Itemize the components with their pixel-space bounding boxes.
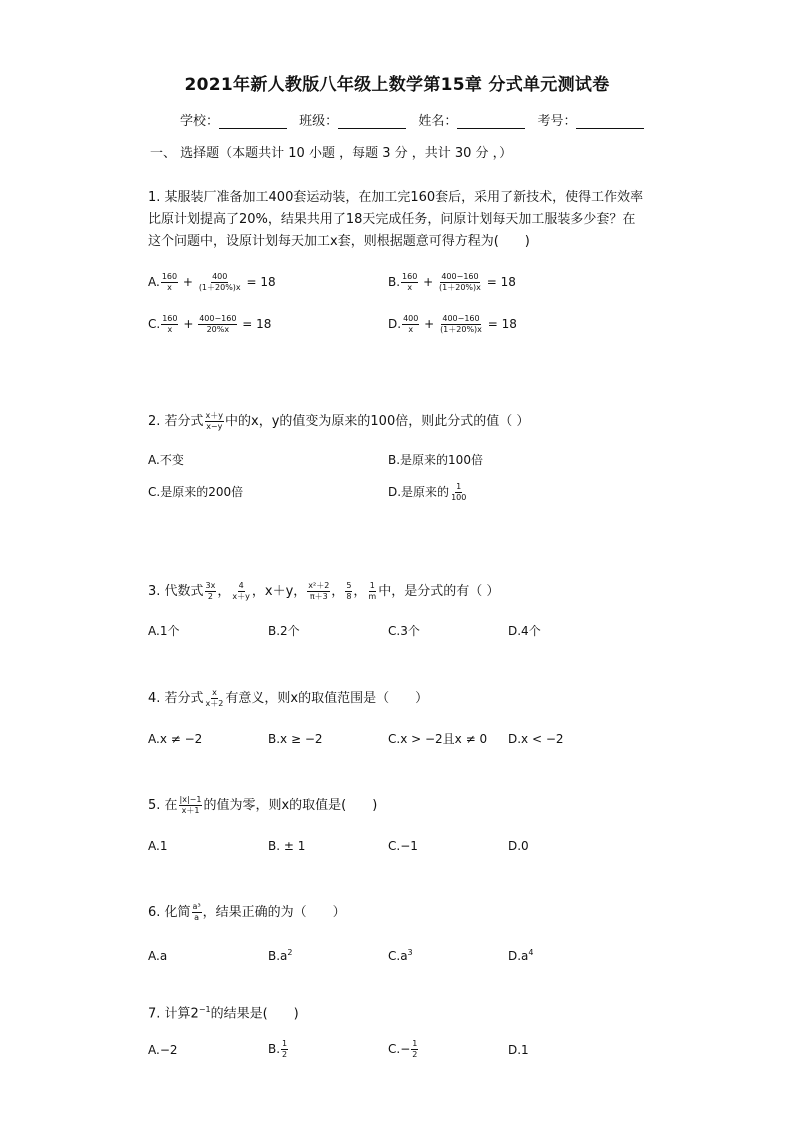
school-label: 学校： [180, 114, 220, 129]
question-3 [148, 581, 499, 603]
fraction: $\frac{1}{2}$ [282, 1039, 288, 1059]
question-text: 5. 在 [148, 798, 178, 813]
q4-option-d[interactable]: D.x < −2 [508, 732, 564, 746]
question-text: 2. 若分式 [148, 414, 204, 429]
fraction: $\frac{x+y}{x-y}$ [205, 411, 224, 431]
question-1-line-2: 比原计划提高了20%，结果共用了18天完成任务，问原计划每天加工服装多少套？在 [148, 212, 636, 227]
separator: ， [353, 584, 367, 599]
fraction: $\frac{400}{x}$ [403, 314, 419, 334]
plus-sign: + [423, 275, 434, 289]
class-blank[interactable] [338, 114, 406, 129]
q6-option-c[interactable]: $C.a^3$ [388, 948, 413, 963]
fraction: $\frac{160}{x}$ [161, 272, 178, 292]
q3-option-b[interactable]: B.2个 [268, 624, 300, 638]
question-text: 中的x，y的值变为原来的100倍，则此分式的值（ ） [225, 414, 530, 429]
option-text: D.是原来的 [388, 485, 450, 499]
q5-option-c[interactable]: C.−1 [388, 839, 418, 853]
question-7 [148, 999, 299, 1025]
q1-option-d[interactable] [388, 314, 517, 335]
question-1-line-1: 1. 某服装厂准备加工400套运动装，在加工完160套后，采用了新技术，使得工作效率 [148, 190, 644, 205]
fraction: $\frac{400-160}{(1+20\%)x}$ [439, 272, 481, 292]
q3-option-a[interactable]: A.1个 [148, 624, 180, 638]
student-info-line [180, 110, 648, 129]
fraction: $\frac{1}{100}$ [451, 482, 467, 502]
q3-option-d[interactable]: D.4个 [508, 624, 541, 638]
number-label: 考号： [537, 114, 577, 129]
q2-option-b[interactable]: B.是原来的100倍 [388, 453, 483, 467]
exponent: −1 [198, 1005, 211, 1014]
q7-option-a[interactable]: A.−2 [148, 1043, 178, 1057]
option-letter: A. [148, 275, 160, 289]
question-5 [148, 795, 377, 817]
question-4 [148, 688, 428, 710]
school-blank[interactable] [219, 114, 287, 129]
separator: ， [331, 584, 345, 599]
question-6 [148, 902, 346, 924]
fraction: $\frac{1}{m}$ [368, 581, 377, 601]
q6-option-d[interactable]: $D.a^4$ [508, 948, 534, 963]
expression: x＋y， [264, 584, 307, 599]
fraction: $\frac{|x|-1}{x+1}$ [179, 795, 202, 815]
plus-sign: + [183, 317, 194, 331]
section-heading: 一、 选择题（本题共计 10 小题 ，每题 3 分 ，共计 30 分 ，） [150, 146, 513, 161]
question-text: 的值为零，则x的取值是( ) [203, 798, 378, 813]
fraction: $\frac{\text{a³}}{a}$ [192, 902, 201, 922]
question-text: 4. 若分式 [148, 691, 204, 706]
question-text: 中，是分式的有（ ） [378, 584, 500, 599]
number-blank[interactable] [576, 114, 644, 129]
question-1-line-3: 这个问题中，设原计划每天加工x套，则根据题意可得方程为( ) [148, 234, 530, 249]
question-text: 3. 代数式 [148, 584, 204, 599]
fraction: $\frac{x}{x+2}$ [205, 688, 224, 708]
separator: ， [251, 584, 265, 599]
q2-option-a[interactable]: A.不变 [148, 453, 184, 467]
fraction: $\frac{3x}{2}$ [205, 581, 216, 601]
question-2 [148, 411, 529, 433]
q2-option-d[interactable] [388, 482, 468, 503]
name-label: 姓名： [418, 114, 458, 129]
q6-option-b[interactable]: $B.a^2$ [268, 948, 293, 963]
question-text: ，结果正确的为（ ） [202, 905, 346, 920]
q1-option-b[interactable] [388, 272, 516, 293]
q6-option-a[interactable]: A.a [148, 949, 168, 963]
q5-option-b[interactable]: B. ± 1 [268, 839, 306, 853]
fraction: $\frac{160}{x}$ [162, 314, 178, 334]
fraction: $\frac{160}{x}$ [402, 272, 418, 292]
page-title: 2021年新人教版八年级上数学第15章 分式单元测试卷 [184, 75, 610, 95]
question-text: 7. 计算2 [148, 1006, 199, 1022]
q7-option-b[interactable]: B. $\frac{1}{2}$ [268, 1039, 288, 1059]
q1-option-c[interactable] [148, 314, 271, 335]
plus-sign: + [424, 317, 435, 331]
q2-option-c[interactable]: C.是原来的200倍 [148, 485, 244, 499]
fraction: $\frac{400-160}{(1+20\%)x}$ [440, 314, 482, 334]
question-text: 有意义，则x的取值范围是（ ） [225, 691, 429, 706]
q4-option-a[interactable]: A.x ≠ −2 [148, 732, 203, 746]
plus-sign: + [182, 275, 193, 289]
q4-option-c[interactable]: C.x > −2且x ≠ 0 [388, 732, 488, 746]
q3-option-c[interactable]: C.3个 [388, 624, 420, 638]
q4-option-b[interactable]: B.x ≥ −2 [268, 732, 323, 746]
name-blank[interactable] [457, 114, 525, 129]
fraction: $\frac{400-160}{20\%x}$ [199, 314, 237, 334]
q7-option-c[interactable]: C.− $\frac{1}{2}$ [388, 1039, 418, 1059]
option-letter: D. [388, 317, 402, 331]
option-letter: C. [148, 317, 161, 331]
fraction: $\frac{1}{2}$ [412, 1039, 418, 1059]
q7-option-d[interactable]: D.1 [508, 1043, 529, 1057]
fraction: $\frac{400}{(1+20\%)x}$ [198, 272, 241, 292]
fraction: $\frac{\text{x²＋2}}{\pi+3}$ [308, 581, 330, 601]
question-text: 6. 化简 [148, 905, 191, 920]
equation-rhs: = 18 [242, 317, 272, 331]
q5-option-a[interactable]: A.1 [148, 839, 168, 853]
separator: ， [217, 584, 231, 599]
option-letter: B. [388, 275, 401, 289]
fraction: $\frac{4}{x+y}$ [232, 581, 250, 601]
class-label: 班级： [299, 114, 339, 129]
equation-rhs: = 18 [246, 275, 276, 289]
equation-rhs: = 18 [486, 275, 516, 289]
equation-rhs: = 18 [487, 317, 517, 331]
fraction: $\frac{5}{8}$ [346, 581, 352, 601]
question-text: 的结果是( ) [210, 1006, 299, 1022]
q5-option-d[interactable]: D.0 [508, 839, 529, 853]
q1-option-a[interactable] [148, 272, 276, 293]
